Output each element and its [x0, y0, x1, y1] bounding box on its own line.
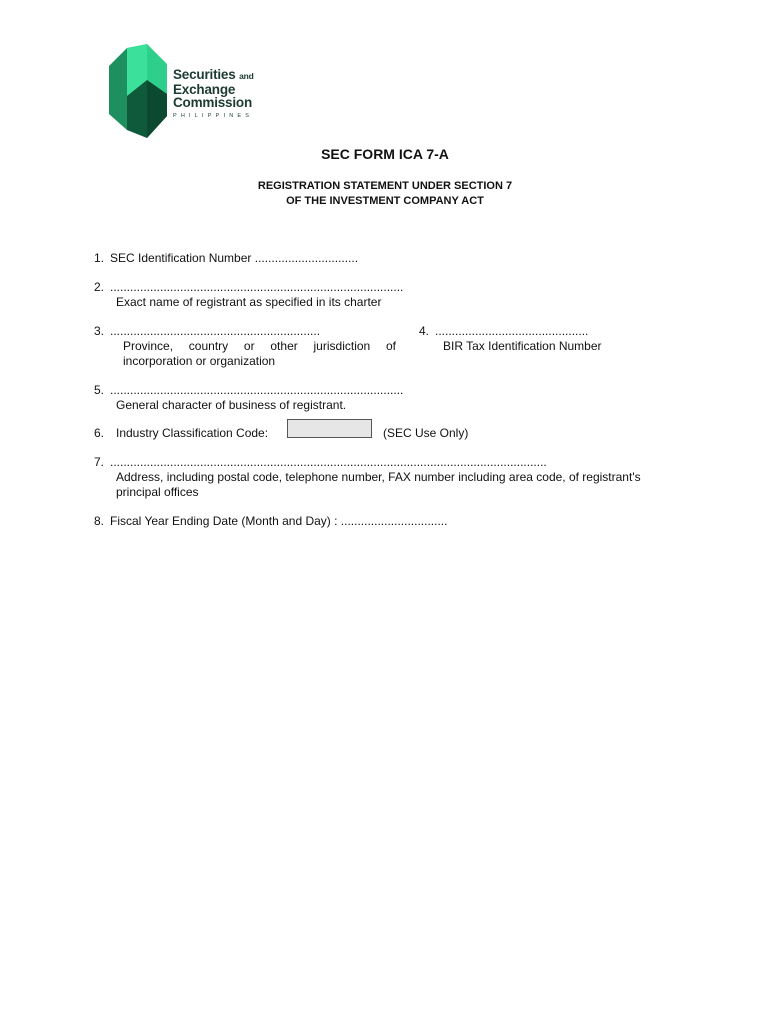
item-7-number: 7. [94, 455, 105, 469]
item-6-note: (SEC Use Only) [383, 426, 469, 440]
item-4-text: .............................................. [435, 324, 589, 338]
logo-line1: Securities [173, 67, 236, 82]
logo-country: PHILIPPINES [173, 113, 254, 119]
item-5-caption: General character of business of registrant. [116, 398, 347, 412]
item-1-text: SEC Identification Number ............................... [110, 251, 359, 265]
item-4-number: 4. [419, 324, 430, 338]
item-6-text: Industry Classification Code: [116, 426, 269, 440]
sec-logo [107, 44, 277, 140]
form-subtitle [0, 179, 770, 209]
subtitle-line1: REGISTRATION STATEMENT UNDER SECTION 7 [257, 180, 513, 192]
item-6-number: 6. [94, 426, 105, 440]
item-5-text: ........................................................................................ [110, 383, 404, 397]
item-7-text: ................................................................................................................................... [110, 455, 547, 469]
item-2-number: 2. [94, 280, 105, 294]
item-3-number: 3. [94, 324, 105, 338]
item-2-registrant-name [94, 280, 403, 295]
item-5-business [94, 383, 403, 398]
form-title: SEC FORM ICA 7-A [321, 146, 449, 162]
logo-line3: Commission [173, 95, 253, 110]
item-3-text: ............................................................... [110, 324, 321, 338]
item-5-number: 5. [94, 383, 105, 397]
item-8-text: Fiscal Year Ending Date (Month and Day) : ................................ [110, 514, 448, 528]
item-8-number: 8. [94, 514, 105, 528]
item-6-industry-code [94, 426, 268, 441]
item-3-jurisdiction [94, 324, 320, 339]
item-8-fiscal-year [94, 514, 447, 529]
sec-logo-wordmark [173, 68, 254, 123]
item-7-address [94, 455, 547, 470]
sec-logo-icon [107, 44, 171, 140]
item-2-caption: Exact name of registrant as specified in its charter [116, 295, 382, 309]
item-2-text: ........................................................................................ [110, 280, 404, 294]
item-3-caption: Province, country or other jurisdiction of incorporation or organization [123, 339, 396, 368]
item-4-caption: BIR Tax Identification Number [443, 339, 602, 353]
item-4-tin [419, 324, 588, 339]
logo-line2: Exchange [173, 82, 236, 97]
item-1-sec-id [94, 251, 358, 266]
item-1-number: 1. [94, 251, 105, 265]
subtitle-line2: OF THE INVESTMENT COMPANY ACT [286, 195, 484, 207]
industry-code-box [287, 419, 372, 438]
item-7-caption: Address, including postal code, telephone number, FAX number including area code, of registrant's principal offices [116, 470, 641, 499]
logo-and: and [239, 71, 254, 81]
